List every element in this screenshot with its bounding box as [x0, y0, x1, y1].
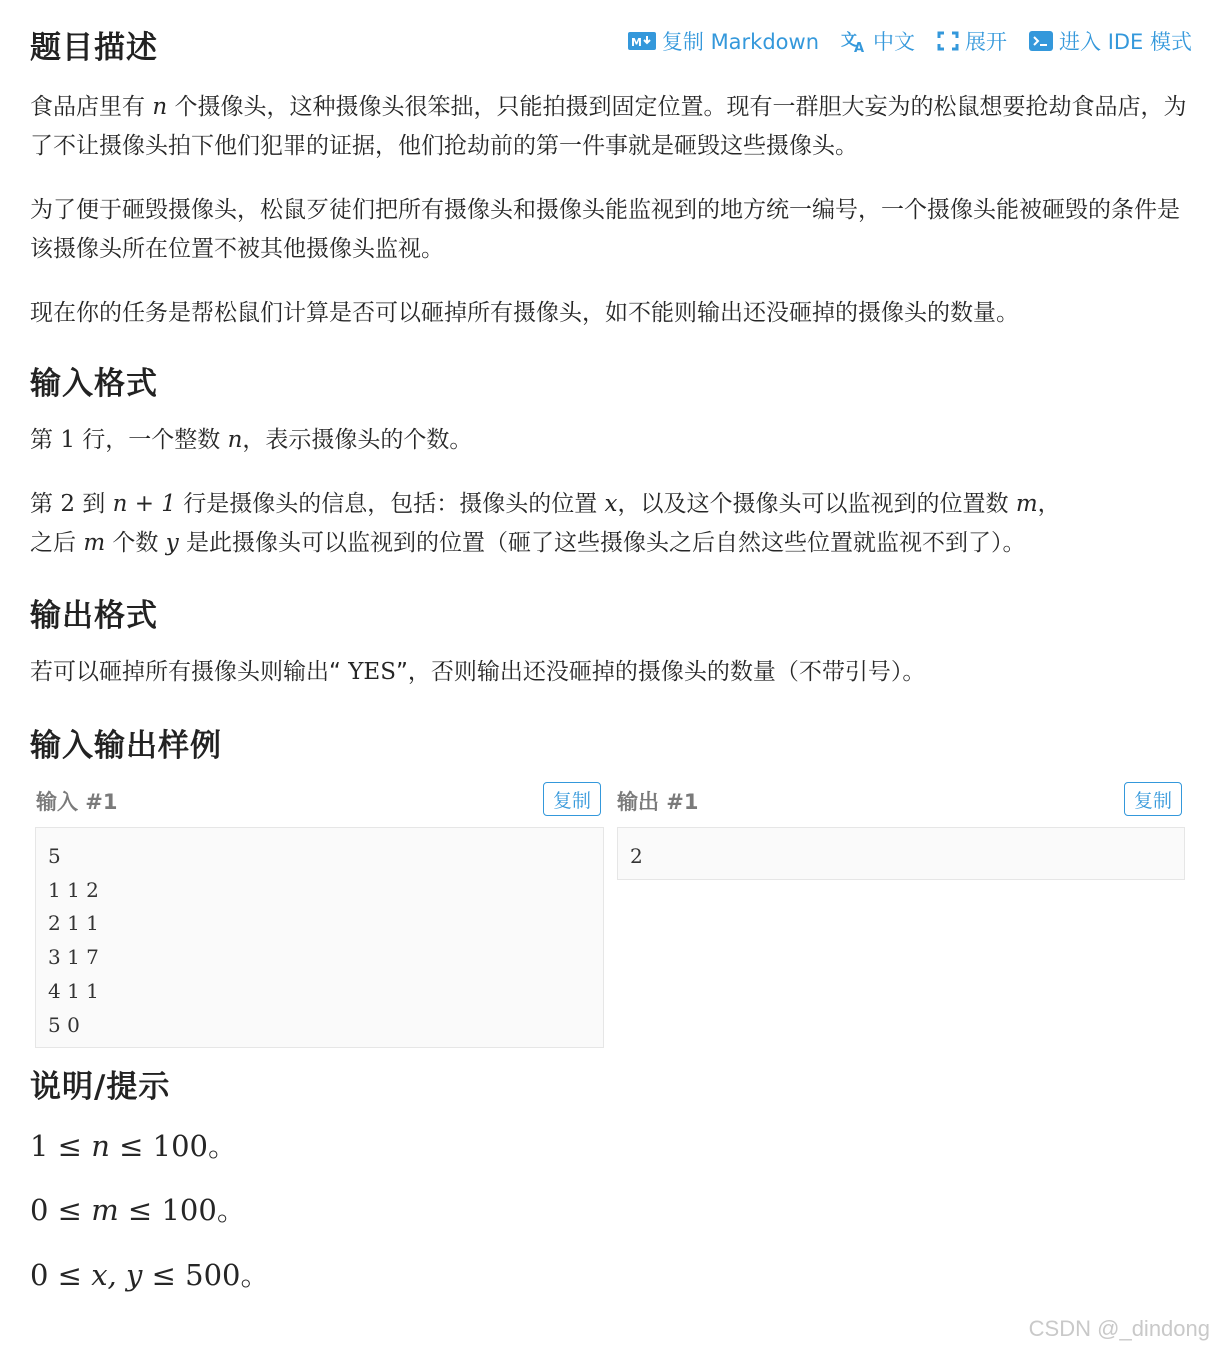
text: ，表示摄像头的个数。: [242, 427, 473, 453]
description-paragraph-1: [30, 88, 1192, 166]
sample-output-label: 输出 #1: [617, 790, 699, 814]
description-paragraph-2: 为了便于砸毁摄像头，松鼠歹徒们把所有摄像头和摄像头能监视到的地方统一编号，一个摄像头能被砸毁的条件是该摄像头所在位置不被其他摄像头监视。: [30, 197, 1180, 262]
language-label: 中文: [873, 30, 916, 54]
math-var: m: [91, 1193, 119, 1227]
math-num: 2: [60, 491, 75, 517]
math-var: m: [83, 530, 106, 556]
math-num: 1: [30, 1129, 49, 1163]
ide-mode-button[interactable]: [1029, 26, 1192, 56]
svg-text:A: A: [854, 41, 865, 53]
copy-input-button[interactable]: 复制: [543, 782, 601, 816]
math-var: m: [1015, 491, 1038, 517]
output-format-line: [30, 653, 1192, 692]
markdown-icon: [628, 32, 656, 50]
section-title-samples: 输入输出样例: [30, 728, 222, 764]
math-expr: n + 1: [112, 491, 176, 517]
svg-text:文: 文: [841, 30, 858, 49]
expand-button[interactable]: [937, 26, 1007, 56]
sample-output-box[interactable]: 2: [617, 827, 1185, 880]
section-title-description: 题目描述: [30, 30, 158, 66]
yes-literal: YES: [340, 659, 396, 685]
section-title-input-format: 输入格式: [30, 366, 158, 402]
math-op: ≤: [127, 1193, 153, 1227]
math-var: n: [152, 94, 168, 120]
math-op: ≤: [57, 1193, 82, 1227]
math-op: ≤: [151, 1258, 176, 1292]
punct: 。: [208, 1129, 238, 1163]
text: 个摄像头，这种摄像头很笨拙，只能拍摄到固定位置。现有一群胆大妄为的松鼠想要抢劫食品店，为了不让摄像头拍下他们犯罪的证据，他们抢劫前的第一件事就是砸毁这些摄像头。: [30, 94, 1187, 159]
math-op: ≤: [57, 1258, 82, 1292]
math-op: ≤: [57, 1129, 82, 1163]
text: 第: [30, 491, 61, 517]
text: ”，否则输出还没砸掉的摄像头的数量（不带引号）。: [395, 659, 926, 685]
math-num: 100: [152, 1129, 208, 1163]
ide-mode-label: 进入 IDE 模式: [1059, 30, 1192, 54]
terminal-icon: [1029, 31, 1053, 51]
text: ，: [1037, 491, 1061, 517]
math-num: 100: [161, 1193, 217, 1227]
copy-markdown-label: 复制 Markdown: [661, 30, 820, 54]
text: 是此摄像头可以监视到的位置（砸了这些摄像头之后自然这些位置就监视不到了）。: [178, 530, 1026, 556]
input-format-line-2: [30, 485, 1192, 563]
copy-markdown-button[interactable]: [628, 26, 819, 56]
text: 个数: [105, 530, 166, 556]
text: 行是摄像头的信息，包括：摄像头的位置: [175, 491, 605, 517]
constraint-m: [30, 1188, 246, 1229]
section-title-output-format: 输出格式: [30, 598, 158, 634]
math-op: ≤: [119, 1129, 144, 1163]
text: 到: [74, 491, 113, 517]
math-num: 0: [30, 1258, 49, 1292]
math-var: n: [227, 427, 243, 453]
math-num: 1: [60, 427, 75, 453]
math-var: y: [165, 530, 179, 556]
constraint-xy: [30, 1253, 270, 1294]
text: 第: [30, 427, 61, 453]
math-var: x: [604, 491, 618, 517]
text: ，以及这个摄像头可以监视到的位置数: [617, 491, 1016, 517]
svg-text:M: M: [630, 36, 642, 49]
math-var: n: [91, 1129, 110, 1163]
language-button[interactable]: [841, 26, 915, 56]
punct: 。: [216, 1193, 246, 1227]
section-title-hints: 说明/提示: [30, 1069, 171, 1105]
toolbar: [628, 26, 1192, 56]
text: 若可以砸掉所有摄像头则输出“: [30, 659, 341, 685]
sample-input-box[interactable]: 5 1 1 2 2 1 1 3 1 7 4 1 1 5 0: [35, 827, 604, 1048]
input-format-line-1: [30, 421, 1192, 460]
text: 食品店里有: [30, 94, 153, 120]
expand-label: 展开: [965, 30, 1008, 54]
description-paragraph-3: 现在你的任务是帮松鼠们计算是否可以砸掉所有摄像头，如不能则输出还没砸掉的摄像头的数量。: [30, 300, 1019, 326]
math-var: x, y: [91, 1258, 143, 1292]
translate-icon: [841, 29, 867, 53]
sample-input-label: 输入 #1: [36, 790, 118, 814]
watermark: CSDN @_dindong: [1028, 1316, 1210, 1341]
math-num: 0: [30, 1193, 49, 1227]
title-row: [30, 22, 1192, 66]
text: 行，一个整数: [74, 427, 228, 453]
punct: 。: [240, 1258, 270, 1292]
expand-icon: [937, 31, 959, 51]
copy-output-button[interactable]: 复制: [1124, 782, 1182, 816]
text: 之后: [30, 530, 84, 556]
constraint-n: [30, 1124, 237, 1165]
math-num: 500: [185, 1258, 241, 1292]
